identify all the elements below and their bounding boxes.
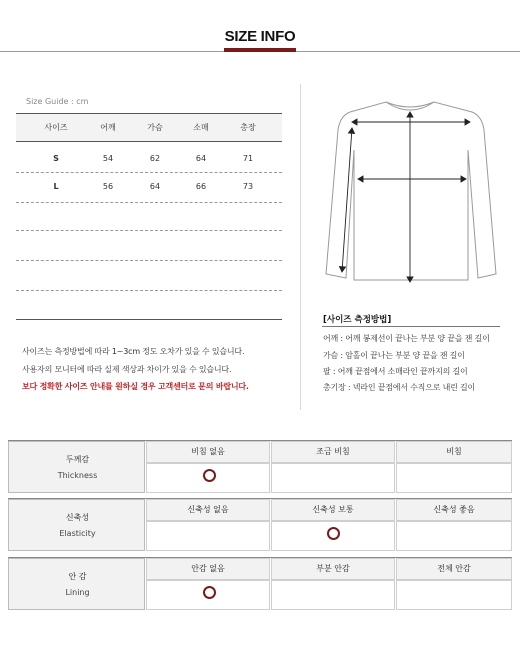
measurement-item: 가슴 : 암홀이 끝나는 부분 양 끝을 잰 길이 [323, 351, 465, 360]
lining-label-box [8, 558, 145, 610]
option-header: 조금 비침 [271, 441, 395, 463]
option-cell [271, 580, 395, 610]
measurement-divider [322, 326, 500, 327]
row-divider [16, 290, 282, 291]
column-header-chest: 가슴 [147, 123, 163, 132]
panel-divider [300, 84, 301, 410]
option-header: 비침 [396, 441, 512, 463]
selected-circle-icon [327, 527, 340, 540]
column-header-sleeve: 소매 [193, 123, 209, 132]
table-bottom-rule [16, 319, 282, 320]
thickness-label-en: Thickness [57, 471, 98, 480]
option-header: 신축성 좋음 [396, 499, 512, 521]
option-cell [396, 580, 512, 610]
page-title: SIZE INFO [224, 28, 296, 45]
size-note: 사이즈는 측정방법에 따라 1~3cm 정도 오차가 있을 수 있습니다. [22, 347, 245, 356]
option-cell [271, 463, 395, 493]
column-header-shoulder: 어깨 [100, 123, 116, 132]
option-header: 비침 없음 [146, 441, 270, 463]
row-sleeve: 66 [195, 182, 207, 191]
row-size: S [53, 154, 59, 163]
title-underline [224, 48, 296, 52]
option-header: 부분 안감 [271, 558, 395, 580]
color-note: 사용자의 모니터에 따라 실제 색상과 차이가 있을 수 있습니다. [22, 365, 232, 374]
measurement-lines [340, 112, 471, 282]
selected-circle-icon [203, 586, 216, 599]
option-header: 신축성 없음 [146, 499, 270, 521]
column-header-length: 총장 [240, 123, 256, 132]
column-header-size: 사이즈 [44, 123, 68, 132]
elasticity-label: 신축성 [65, 513, 90, 522]
option-header: 신축성 보통 [271, 499, 395, 521]
row-shoulder: 54 [102, 154, 114, 163]
row-divider [16, 202, 282, 203]
row-sleeve: 64 [195, 154, 207, 163]
measurement-item: 총기장 : 넥라인 끝점에서 수직으로 내린 길이 [323, 383, 476, 392]
thickness-label-box [8, 441, 145, 493]
lining-label-en: Lining [65, 588, 90, 597]
row-divider [16, 172, 282, 173]
selected-circle-icon [203, 469, 216, 482]
measurement-item: 팔 : 어깨 끝점에서 소매라인 끝까지의 길이 [323, 367, 468, 376]
row-divider [16, 260, 282, 261]
elasticity-label-box [8, 499, 145, 551]
option-cell [146, 521, 270, 551]
elasticity-label-en: Elasticity [59, 529, 96, 538]
row-length: 71 [242, 154, 254, 163]
size-guide-label: Size Guide : cm [26, 97, 89, 106]
option-header: 안감 없음 [146, 558, 270, 580]
row-divider [16, 230, 282, 231]
row-chest: 64 [149, 182, 161, 191]
row-length: 73 [242, 182, 254, 191]
measurement-title: [사이즈 측정방법] [323, 315, 392, 325]
garment-diagram [318, 96, 508, 292]
lining-label: 안 감 [68, 572, 87, 581]
row-size: L [53, 182, 59, 191]
thickness-label: 두께감 [65, 455, 90, 464]
row-shoulder: 56 [102, 182, 114, 191]
row-chest: 62 [149, 154, 161, 163]
option-cell [396, 463, 512, 493]
measurement-item: 어깨 : 어깨 봉제선이 끝나는 부분 양 끝을 잰 길이 [323, 334, 490, 343]
option-header: 전체 안감 [396, 558, 512, 580]
option-cell [396, 521, 512, 551]
contact-note: 보다 정확한 사이즈 안내를 원하실 경우 고객센터로 문의 바랍니다. [22, 382, 249, 391]
